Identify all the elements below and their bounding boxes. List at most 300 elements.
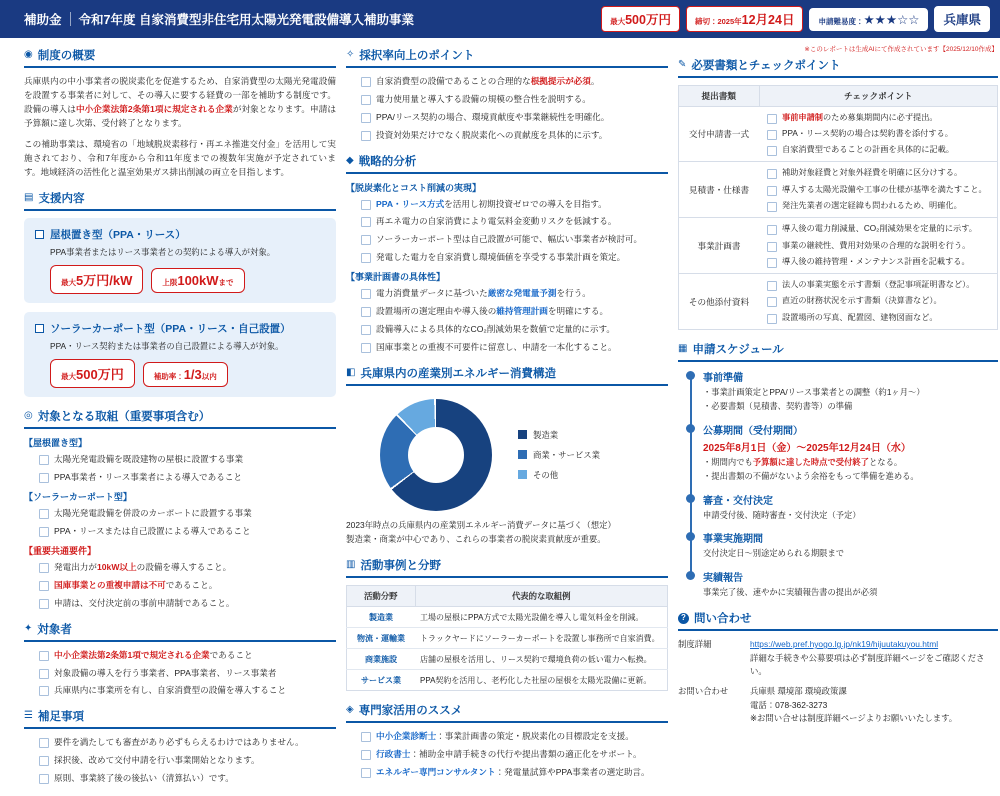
section-support xyxy=(24,190,336,397)
checkbox[interactable] xyxy=(35,230,44,239)
check-item xyxy=(24,579,336,592)
section-eligible xyxy=(24,621,336,698)
case-row xyxy=(347,670,668,691)
checkbox[interactable] xyxy=(767,242,777,252)
check-item xyxy=(24,736,336,749)
case-row xyxy=(347,607,668,628)
schedule-timeline xyxy=(686,369,998,599)
check-item xyxy=(763,223,993,235)
support-box-title xyxy=(35,321,325,336)
checkbox[interactable] xyxy=(767,130,777,140)
phase-title: 審査・交付決定 xyxy=(703,495,773,507)
documents-table xyxy=(678,85,998,331)
legend-label: 商業・サービス業 xyxy=(533,449,600,460)
support-box-desc: PPA・リース契約または事業者の自己設置による導入が対象。 xyxy=(50,341,284,352)
check-item xyxy=(24,772,336,785)
check-item-text: 中小企業法第2条第1項で規定される企業であること xyxy=(54,649,253,660)
document-icon: ✎ xyxy=(678,58,687,70)
section-contact xyxy=(678,610,998,726)
checkbox[interactable] xyxy=(39,527,49,537)
check-item-text: 自家消費型の設備であることの合理的な根拠提示が必須。 xyxy=(376,76,600,86)
checkbox[interactable] xyxy=(39,651,49,661)
check-item-text: 採択後、改めて交付申請を行い事業開始となります。 xyxy=(54,755,260,766)
checkbox[interactable] xyxy=(39,686,49,696)
check-item-text: 対象設備の導入を行う事業者、PPA事業者、リース事業者 xyxy=(54,667,277,678)
chart-icon: ◧ xyxy=(346,366,356,378)
checkbox[interactable] xyxy=(361,95,371,105)
checkbox[interactable] xyxy=(361,235,371,245)
check-item xyxy=(763,312,993,324)
check-item xyxy=(346,129,668,142)
section-title-cases xyxy=(346,557,668,578)
checkbox[interactable] xyxy=(361,200,371,210)
check-item-text: 国庫事業との重複不可要件に留意し、申請を一本化すること。 xyxy=(376,341,617,352)
chart-legend xyxy=(518,429,600,481)
check-item xyxy=(24,754,336,767)
group-label: 【重要共通要件】 xyxy=(24,546,97,557)
check-item-text: 導入後の維持管理・メンテナンス計画を記載する。 xyxy=(782,256,970,266)
page-header xyxy=(0,0,1000,38)
document-checks-cell xyxy=(759,162,998,218)
checkbox[interactable] xyxy=(361,113,371,123)
checkbox[interactable] xyxy=(767,146,777,156)
header-badge xyxy=(809,8,928,31)
contact-label: 制度詳細 xyxy=(678,639,712,650)
content-columns xyxy=(0,38,1000,796)
column-middle xyxy=(346,47,668,796)
check-item xyxy=(346,111,668,124)
checkbox[interactable] xyxy=(39,774,49,784)
check-item-text: 事業の継続性、費用対効果の合理的な説明を行う。 xyxy=(782,240,971,250)
section-title-analysis xyxy=(346,153,668,174)
badge-prefix: 締切：2025年 xyxy=(694,17,742,26)
ai-generated-note: ※このレポートは生成AIにて作成されています【2025/12/10作成】 xyxy=(804,46,998,53)
section-title-eligible xyxy=(24,621,336,642)
check-item-text: 導入後の電力削減量、CO₂削減効果を定量的に示す。 xyxy=(782,224,977,234)
check-item-text: 設備導入による具体的なCO₂削減効果を数値で定量的に示す。 xyxy=(376,323,615,334)
header-divider xyxy=(70,12,71,26)
checkbox[interactable] xyxy=(767,297,777,307)
analysis-groups xyxy=(346,181,668,354)
check-item-text: 補助対象経費と対象外経費を明確に区分けする。 xyxy=(782,168,963,178)
check-item xyxy=(763,112,993,124)
checkbox[interactable] xyxy=(767,169,777,179)
case-field-cell: 物流・運輸業 xyxy=(347,628,416,649)
checkbox[interactable] xyxy=(767,186,777,196)
phase-title: 事業実施期間 xyxy=(703,534,763,546)
amount-badge xyxy=(143,362,228,387)
badge-prefix: 補助率： xyxy=(153,372,184,382)
legend-swatch xyxy=(518,450,527,459)
check-item xyxy=(346,748,668,761)
checkbox[interactable] xyxy=(361,768,371,778)
points-list xyxy=(346,75,668,142)
section-title-notes xyxy=(24,708,336,729)
badge-value: 500万円 xyxy=(625,13,671,27)
check-item xyxy=(763,295,993,307)
document-checks-cell xyxy=(759,106,998,162)
section-title-schedule xyxy=(678,341,998,362)
phase-detail: ・必要書類（見積書、契約書等）の準備 xyxy=(703,400,853,411)
case-example-cell: 工場の屋根にPPA方式で太陽光設備を導入し電気料金を削減。 xyxy=(415,607,668,628)
chart-caption-line2: 製造業・商業が中心であり、これらの事業者の脱炭素貢献度が重要。 xyxy=(346,533,606,544)
check-item-text: 太陽光発電設備を既設建物の屋根に設置する事業 xyxy=(54,454,244,465)
contact-line: 電話：078-362-3273 xyxy=(750,699,828,710)
checkbox[interactable] xyxy=(39,455,49,465)
badge-prefix: 最大 xyxy=(61,372,76,382)
check-item-text: 設置場所の選定理由や導入後の維持管理計画を明確にする。 xyxy=(376,306,609,317)
case-example-cell: トラックヤードにソーラーカーポートを設置し事務所で自家消費。 xyxy=(415,628,668,649)
legend-label: その他 xyxy=(533,469,559,480)
support-boxes xyxy=(24,218,336,397)
check-item xyxy=(346,305,668,318)
check-item-text: 電力消費量データに基づいた厳密な発電量予測を行う。 xyxy=(376,288,591,299)
checkbox[interactable] xyxy=(361,325,371,335)
page-title: 令和7年度 自家消費型非住宅用太陽光発電設備導入補助事業 xyxy=(78,13,414,27)
check-item xyxy=(24,525,336,538)
section-title-text: 兵庫県内の産業別エネルギー消費構造 xyxy=(360,367,556,380)
experts-list xyxy=(346,730,668,779)
overview-paragraph: 兵庫県内の中小事業者の脱炭素化を促進するため、自家消費型の太陽光発電設備を設置する事業者に対して、その導入に要する経費の一部を補助する制度です。設備の導入は中小企業法第2条第1項に規定される企業が対象となります。申請は予算額に達し次第、受付終了となります。 xyxy=(24,76,336,128)
check-item xyxy=(346,93,668,106)
timeline-phase xyxy=(686,492,998,522)
check-item xyxy=(763,256,993,268)
column-header: 代表的な取組例 xyxy=(415,586,668,607)
badge-prefix: 最大 xyxy=(610,17,626,26)
document-name-cell: 見積書・仕様書 xyxy=(679,162,760,218)
phase-detail: 事業完了後、速やかに実績報告書の提出が必須 xyxy=(703,587,878,598)
support-box-title-text: 屋根置き型（PPA・リース） xyxy=(50,229,186,242)
column-header: チェックポイント xyxy=(759,85,998,106)
phase-detail: 交付決定日〜別途定められる期限まで xyxy=(703,548,845,559)
badge-value: ★★★☆☆ xyxy=(863,12,920,27)
section-title-points xyxy=(346,47,668,68)
building-icon: ▥ xyxy=(346,559,356,571)
check-item xyxy=(24,561,336,574)
document-name-cell: 事業計画書 xyxy=(679,218,760,274)
check-item xyxy=(763,144,993,156)
section-title-text: 戦略的分析 xyxy=(358,155,417,168)
phase-title: 事前準備 xyxy=(703,373,743,385)
phase-title: 公募期間（受付期間） xyxy=(703,425,803,437)
timeline-dot xyxy=(686,371,695,380)
section-cases xyxy=(346,557,668,691)
timeline-phase xyxy=(686,422,998,483)
checkbox[interactable] xyxy=(361,77,371,87)
header-badge xyxy=(934,6,990,32)
section-points xyxy=(346,47,668,142)
calendar-icon: ▦ xyxy=(678,343,688,355)
column-left xyxy=(24,47,336,796)
section-activities xyxy=(24,408,336,609)
case-example-cell: PPA契約を活用し、老朽化した社屋の屋根を太陽光設備に更新。 xyxy=(415,670,668,691)
check-item-text: エネルギー専門コンサルタント：発電量試算やPPA事業者の選定助言。 xyxy=(376,767,650,778)
check-item-text: 事前申請制のため募集期間内に必ず提出。 xyxy=(782,112,938,122)
section-experts xyxy=(346,702,668,779)
badge-value: 500万円 xyxy=(76,367,124,383)
eligible-list xyxy=(24,649,336,698)
section-title-text: 採択率向上のポイント xyxy=(359,50,475,62)
check-item xyxy=(763,184,993,196)
section-notes xyxy=(24,708,336,785)
contact-body xyxy=(750,638,998,678)
check-item-text: 直近の財務状況を示す書類（決算書など）。 xyxy=(782,296,942,306)
timeline-phase xyxy=(686,369,998,413)
timeline-phase xyxy=(686,530,998,560)
header-badge xyxy=(601,6,680,32)
check-item-text: 兵庫県内に事業所を有し、自家消費型の設備を導入すること xyxy=(54,685,287,696)
timeline-dot xyxy=(686,532,695,541)
checkbox[interactable] xyxy=(39,563,49,573)
notes-icon: ☰ xyxy=(24,710,33,722)
group-label: 【屋根置き型】 xyxy=(24,438,88,449)
eligible-person-icon: ✦ xyxy=(24,622,33,634)
badge-prefix: 申請難易度： xyxy=(818,16,864,26)
legend-swatch xyxy=(518,430,527,439)
section-title-text: 活動事例と分野 xyxy=(360,560,441,573)
check-item-text: 行政書士：補助金申請手続きの代行や提出書類の適正化をサポート。 xyxy=(376,749,642,760)
support-box-badges xyxy=(35,359,325,388)
phase-date: 2025年8月1日（金）〜2025年12月24日（水） xyxy=(703,442,911,454)
contact-line: ※お問い合せは制度詳細ページよりお願いいたします。 xyxy=(750,713,958,724)
document-row xyxy=(679,162,998,218)
check-item xyxy=(346,730,668,743)
contact-label: お問い合わせ xyxy=(678,686,729,697)
amount-badge xyxy=(151,268,244,293)
checkbox[interactable] xyxy=(767,258,777,268)
section-title-text: 支援内容 xyxy=(38,193,85,206)
timeline-dot xyxy=(686,424,695,433)
timeline-phase xyxy=(686,569,998,599)
document-checks-cell xyxy=(759,274,998,330)
support-box xyxy=(24,312,336,397)
support-box-desc: PPA事業者またはリース事業者との契約による導入が対象。 xyxy=(50,247,276,258)
check-item xyxy=(346,766,668,779)
badge-value: 1/3 xyxy=(183,367,202,383)
document-row xyxy=(679,274,998,330)
legend-item xyxy=(518,449,600,461)
check-item-text: ソーラーカーポート型は自己設置が可能で、幅広い事業者が検討可。 xyxy=(376,234,643,245)
phase-detail: ・事業計画策定とPPA/リース事業者との調整（約1ヶ月〜） xyxy=(703,387,925,398)
amount-badge xyxy=(50,359,135,388)
check-item xyxy=(763,240,993,252)
document-name-cell: その他添付資料 xyxy=(679,274,760,330)
phase-detail: ・期間内でも予算額に達した時点で受付終了となる。 xyxy=(703,456,903,467)
overview-icon: ◉ xyxy=(24,49,33,60)
checkbox[interactable] xyxy=(39,473,49,483)
checkbox[interactable] xyxy=(39,581,49,591)
checkbox[interactable] xyxy=(361,217,371,227)
checkbox[interactable] xyxy=(361,289,371,299)
case-row xyxy=(347,628,668,649)
check-item-text: PPA・リースまたは自己設置による導入であること xyxy=(54,526,251,537)
contact-line: 詳細な手続きや公募要項は必ず制度詳細ページをご確認ください。 xyxy=(750,652,985,676)
check-item xyxy=(24,453,336,466)
section-title-contact xyxy=(678,610,998,631)
badge-value: 100kW xyxy=(177,273,219,289)
check-item-text: 法人の事業実態を示す書類（登記事項証明書など）。 xyxy=(782,280,975,290)
section-overview xyxy=(24,47,336,179)
badge-suffix: 以内 xyxy=(201,372,217,382)
column-right xyxy=(678,47,998,796)
check-item-text: 申請は、交付決定前の事前申請制であること。 xyxy=(54,597,235,608)
energy-donut-chart xyxy=(380,399,492,511)
case-row xyxy=(347,649,668,670)
badge-value: 12月24日 xyxy=(741,13,795,27)
group-label: 【事業計画書の具体性】 xyxy=(346,272,446,283)
contact-rows xyxy=(678,638,998,726)
badge-value: 5万円/kW xyxy=(76,273,133,289)
checkbox[interactable] xyxy=(361,343,371,353)
case-field-cell: 商業施設 xyxy=(347,649,416,670)
check-item-text: 自家消費型であることの計画を具体的に記載。 xyxy=(782,145,954,155)
check-item xyxy=(763,279,993,291)
document-row xyxy=(679,218,998,274)
check-item-text: 原則、事業終了後の後払い（清算払い）です。 xyxy=(54,773,234,784)
support-box-title xyxy=(35,227,325,242)
group-label: 【脱炭素化とコスト削減の実現】 xyxy=(346,182,482,193)
check-item xyxy=(763,128,993,140)
timeline-dot xyxy=(686,571,695,580)
checkbox[interactable] xyxy=(361,307,371,317)
section-energy-chart xyxy=(346,365,668,547)
badge-prefix: 最大 xyxy=(61,278,76,288)
header-badges xyxy=(601,6,990,32)
phase-detail: 申請受付後、随時審査・交付決定（予定） xyxy=(703,509,861,520)
check-item xyxy=(346,287,668,300)
section-title-text: 専門家活用のススメ xyxy=(358,705,463,718)
check-item xyxy=(763,200,993,212)
check-item-text: 発注先業者の選定経緯も問われるため、明確化。 xyxy=(782,200,962,210)
section-title-text: 制度の概要 xyxy=(37,50,96,62)
checkbox[interactable] xyxy=(39,738,49,748)
check-item-text: PPA・リース契約の場合は契約書を添付する。 xyxy=(782,128,953,138)
phase-title: 実績報告 xyxy=(703,573,743,585)
lightbulb-icon: ✧ xyxy=(346,49,355,60)
analysis-icon: ◆ xyxy=(346,154,354,166)
experts-icon: ◈ xyxy=(346,704,354,716)
checkbox[interactable] xyxy=(767,202,777,212)
check-item-text: 投資対効果だけでなく脱炭素化への貢献度を具体的に示す。 xyxy=(376,129,608,140)
section-title-chart xyxy=(346,365,668,386)
header-kicker: 補助金 xyxy=(24,13,62,27)
check-item-text: 要件を満たしても審査があり必ずもらえるわけではありません。 xyxy=(54,737,304,748)
energy-chart-row xyxy=(346,393,668,515)
checkbox[interactable] xyxy=(39,509,49,519)
legend-swatch xyxy=(518,470,527,479)
check-item-text: 導入する太陽光設備や工事の仕様が基準を満たすこと。 xyxy=(782,184,987,194)
badge-prefix: 上限 xyxy=(162,278,178,288)
overview-paragraphs xyxy=(24,75,336,179)
section-title-activities xyxy=(24,408,336,429)
chart-caption xyxy=(346,519,668,547)
support-icon: ▤ xyxy=(24,192,34,204)
check-item xyxy=(346,198,668,211)
checkbox[interactable] xyxy=(35,324,44,333)
contact-row xyxy=(678,638,998,678)
checkbox[interactable] xyxy=(767,314,777,324)
check-item-text: 発電出力が10kW以上の設備を導入すること。 xyxy=(54,562,232,573)
check-item xyxy=(24,667,336,680)
group-label: 【ソーラーカーポート型】 xyxy=(24,492,132,503)
check-item xyxy=(346,215,668,228)
column-header: 活動分野 xyxy=(347,586,416,607)
check-item xyxy=(24,684,336,697)
check-item xyxy=(24,507,336,520)
check-item xyxy=(346,251,668,264)
support-box xyxy=(24,218,336,303)
document-checks-cell xyxy=(759,218,998,274)
legend-item xyxy=(518,469,600,481)
checkbox[interactable] xyxy=(767,281,777,291)
header-badge xyxy=(686,6,804,32)
check-item xyxy=(763,167,993,179)
document-name-cell: 交付申請書一式 xyxy=(679,106,760,162)
check-item xyxy=(24,649,336,662)
section-title-documents xyxy=(678,57,998,78)
section-title-text: 対象者 xyxy=(37,623,72,636)
checkbox[interactable] xyxy=(39,756,49,766)
check-item-text: 再エネ電力の自家消費により電気料金変動リスクを低減する。 xyxy=(376,216,617,227)
amount-badge xyxy=(50,265,143,294)
badge-value: 兵庫県 xyxy=(943,13,981,27)
legend-item xyxy=(518,429,600,441)
phase-detail: ・提出書類の不備がないよう余裕をもって準備を進める。 xyxy=(703,470,919,481)
activities-groups xyxy=(24,436,336,609)
notes-list xyxy=(24,736,336,785)
section-analysis xyxy=(346,153,668,354)
check-item-text: PPA/リース契約の場合、環境貢献度や事業継続性を明確化。 xyxy=(376,111,610,122)
section-title-overview xyxy=(24,47,336,68)
case-field-cell: サービス業 xyxy=(347,670,416,691)
checkbox[interactable] xyxy=(361,253,371,263)
contact-link[interactable]: https://web.pref.hyogo.lg.jp/nk19/hijuutakuyou.html xyxy=(750,639,939,650)
section-title-text: 必要書類とチェックポイント xyxy=(691,59,841,72)
section-title-text: 問い合わせ xyxy=(694,613,752,626)
check-item xyxy=(24,471,336,484)
check-item-text: 国庫事業との重複申請は不可であること。 xyxy=(54,579,218,590)
checkbox[interactable] xyxy=(39,599,49,609)
section-title-text: 補足事項 xyxy=(37,711,84,724)
support-box-title-text: ソーラーカーポート型（PPA・リース・自己設置） xyxy=(50,323,291,336)
table-header-row xyxy=(347,586,668,607)
check-item xyxy=(346,233,668,246)
document-row xyxy=(679,106,998,162)
section-title-text: 申請スケジュール xyxy=(692,344,784,357)
checkbox[interactable] xyxy=(767,225,777,235)
checkbox[interactable] xyxy=(361,131,371,141)
check-item-text: PPA事業者・リース事業者による導入であること xyxy=(54,472,243,483)
checkbox[interactable] xyxy=(361,732,371,742)
case-field-cell: 製造業 xyxy=(347,607,416,628)
support-box-badges xyxy=(35,265,325,294)
checkbox[interactable] xyxy=(39,669,49,679)
donut-hole xyxy=(408,427,464,483)
activities-icon: ◎ xyxy=(24,410,33,422)
section-title-support xyxy=(24,190,336,211)
checkbox[interactable] xyxy=(767,114,777,124)
check-item xyxy=(24,597,336,610)
check-item xyxy=(346,75,668,88)
legend-label: 製造業 xyxy=(533,429,559,440)
section-documents xyxy=(678,47,998,330)
cases-table xyxy=(346,585,668,691)
chart-caption-line1: 2023年時点の兵庫県内の産業別エネルギー消費データに基づく（想定） xyxy=(346,519,616,530)
badge-suffix: まで xyxy=(218,278,234,288)
checkbox[interactable] xyxy=(361,750,371,760)
check-item-text: 発電した電力を自家消費し環境価値を享受する事業計画を策定。 xyxy=(376,252,626,263)
check-item-text: 中小企業診断士：事業計画書の策定・脱炭素化の目標設定を支援。 xyxy=(376,731,634,742)
